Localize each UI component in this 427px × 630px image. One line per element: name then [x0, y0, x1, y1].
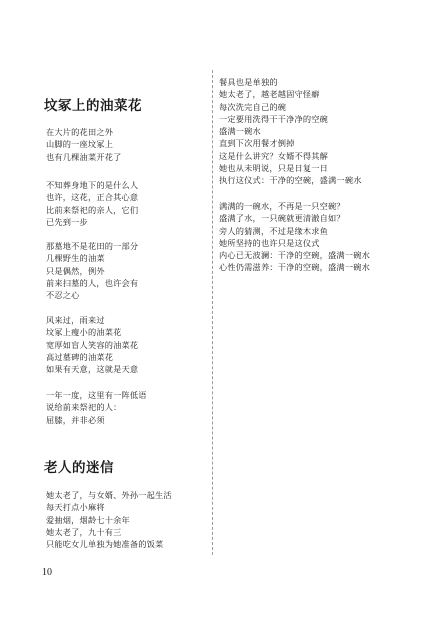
poem-line: 不知葬身地下的是什么人 — [46, 180, 139, 190]
poem-line: 宽厚如盲人笑容的油菜花 — [46, 339, 139, 350]
poem1-stanza-3 — [46, 240, 138, 301]
poem-title-1: 坟冢上的油菜花 — [44, 98, 142, 114]
poem-line: 每次洗完自己的碗 — [219, 101, 287, 112]
poem-line: 她太老了，越老越固守怪癖 — [219, 89, 320, 100]
poem-line: 直到下次用餐才倒掉 — [219, 138, 295, 149]
poem-line: 只是偶然，例外 — [46, 265, 105, 276]
poem-line: 山脚的一座坟冢上 — [46, 139, 114, 150]
poem2-stanza-3 — [219, 200, 370, 274]
poem-line: 执行这仪式：干净的空碗，盛满一碗水 — [219, 175, 362, 186]
page-number: 10 — [42, 567, 52, 578]
poem2-stanza-1 — [46, 489, 172, 550]
poem-line: 每天打点小麻将 — [46, 502, 105, 513]
poem-line: 她也从未明说，只是日复一日 — [219, 163, 329, 174]
poem-line: 高过墓碑的油菜花 — [46, 351, 114, 362]
poem-line: 前来扫墓的人，也许会有 — [46, 277, 139, 288]
poem-line: 爱抽烟，烟龄七十余年 — [46, 514, 130, 525]
poem-line: 她太老了，九十有三 — [46, 526, 122, 537]
poem-line: 满满的一碗水，不再是一只空碗？ — [219, 201, 345, 211]
poem-line: 一定要用洗得干干净净的空碗 — [219, 113, 329, 124]
poem-line: 内心已无波澜：干净的空碗，盛满一碗水 — [219, 250, 370, 261]
poem-line: 坟冢上瘦小的油菜花 — [46, 327, 122, 338]
poem-line: 她太老了，与女婿、外孙一起生活 — [46, 490, 172, 500]
poem1-stanza-5 — [46, 389, 147, 426]
poem-line: 不忍之心 — [46, 290, 80, 301]
poem-line: 屈膝，并非必须 — [46, 414, 105, 425]
poem1-stanza-2 — [46, 179, 138, 228]
poem2-stanza-2 — [219, 76, 362, 187]
poem-line: 心性仍需滋养：干净的空碗，盛满一碗水 — [219, 262, 370, 273]
poem-line: 她所坚持的也许只是这仪式 — [219, 237, 320, 248]
poem-line: 旁人的猜测，不过是缘木求鱼 — [219, 225, 329, 236]
poem-line: 几棵野生的油菜 — [46, 253, 105, 264]
poem-line: 风来过，雨来过 — [46, 315, 105, 325]
poem-line: 比前来祭祀的亲人，它们 — [46, 204, 139, 215]
poem-line: 已先到一步 — [46, 216, 88, 227]
poem1-stanza-4 — [46, 314, 138, 375]
poem-line: 这是什么讲究？女婿不得其解 — [219, 150, 329, 161]
column-divider — [212, 70, 213, 555]
poem1-stanza-1 — [46, 126, 122, 163]
poem-line: 也有几棵油菜开花了 — [46, 151, 122, 162]
poem-line: 那墓地不是花田的一部分 — [46, 241, 139, 251]
poem-line: 也许，这花，正合其心意 — [46, 192, 139, 203]
poem-line: 在大片的花田之外 — [46, 127, 114, 137]
poem-line: 一年一度，这里有一阵低语 — [46, 390, 147, 400]
poem-line: 只能吃女儿单独为她准备的饭菜 — [46, 539, 164, 550]
poem-line: 盛满了水，一只碗就更清澈自如？ — [219, 213, 345, 224]
poem-line: 说给前来祭祀的人： — [46, 402, 122, 413]
poem-line: 餐具也是单独的 — [219, 77, 278, 87]
poem-line: 如果有天意，这就是天意 — [46, 364, 139, 375]
poem-title-2: 老人的迷信 — [44, 460, 114, 476]
poem-line: 盛满一碗水 — [219, 126, 261, 137]
